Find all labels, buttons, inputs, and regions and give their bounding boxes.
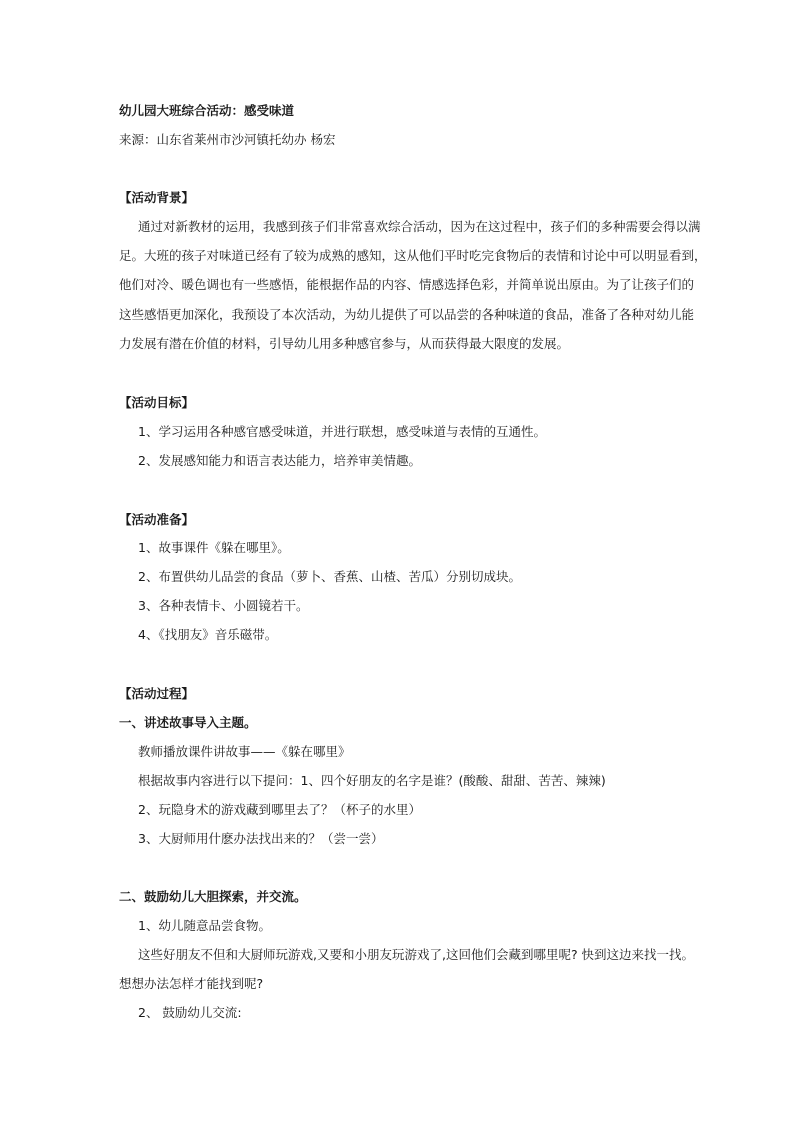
background-line: 力发展有潜在价值的材料，引导幼儿用多种感官参与，从而获得最大限度的发展。 [119,336,570,351]
background-heading: 【活动背景】 [119,190,195,205]
goals-heading: 【活动目标】 [119,395,195,410]
process-heading: 【活动过程】 [119,686,195,701]
background-line: 足。大班的孩子对味道已经有了较为成熟的感知，这从他们平时吃完食物后的表情和讨论中可以明显看到， [119,248,707,263]
step2-heading: 二、鼓励幼儿大胆探索，并交流。 [119,889,307,904]
step1-line: 2、玩隐身术的游戏藏到哪里去了？（杯子的水里） [138,802,421,817]
preparation-item: 2、布置供幼儿品尝的食品（萝卜、香蕉、山楂、苦瓜）分别切成块。 [138,569,521,584]
preparation-item: 1、故事课件《躲在哪里》。 [138,540,290,555]
source-line: 来源：山东省莱州市沙河镇托幼办 杨宏 [119,132,336,147]
background-line: 他们对冷、暖色调也有一些感悟，能根据作品的内容、情感选择色彩，并简单说出原由。为了让孩子们的 [119,277,695,292]
step2-item: 1、幼儿随意品尝食物。 [138,918,271,933]
goal-item: 1、学习运用各种感官感受味道，并进行联想，感受味道与表情的互通性。 [138,424,546,439]
goal-item: 2、发展感知能力和语言表达能力，培养审美情趣。 [138,453,421,468]
step1-line: 教师播放课件讲故事——《躲在哪里》 [138,744,351,759]
step1-heading: 一、讲述故事导入主题。 [119,715,257,730]
step1-line: 3、大厨师用什麽办法找出来的？（尝一尝） [138,831,384,846]
step2-paragraph-line: 想想办法怎样才能找到呢? [119,976,264,991]
preparation-item: 4、《找朋友》音乐磁带。 [138,627,278,642]
step2-paragraph-line: 这些好朋友不但和大厨师玩游戏,又要和小朋友玩游戏了,这回他们会藏到哪里呢? 快到这边来找一找。 [138,947,695,962]
document-title: 幼儿园大班综合活动：感受味道 [119,103,295,118]
step2-item: 2、 鼓励幼儿交流: [138,1005,242,1020]
preparation-item: 3、各种表情卡、小圆镜若干。 [138,598,309,613]
preparation-heading: 【活动准备】 [119,512,195,527]
step1-line: 根据故事内容进行以下提问：1、四个好朋友的名字是谁？(酸酸、甜甜、苦苦、辣辣) [138,773,606,788]
background-line: 这些感悟更加深化，我预设了本次活动，为幼儿提供了可以品尝的各种味道的食品，准备了各种对幼儿能 [119,307,695,322]
background-line: 通过对新教材的运用，我感到孩子们非常喜欢综合活动，因为在这过程中，孩子们的多种需要会得以满 [138,219,701,234]
